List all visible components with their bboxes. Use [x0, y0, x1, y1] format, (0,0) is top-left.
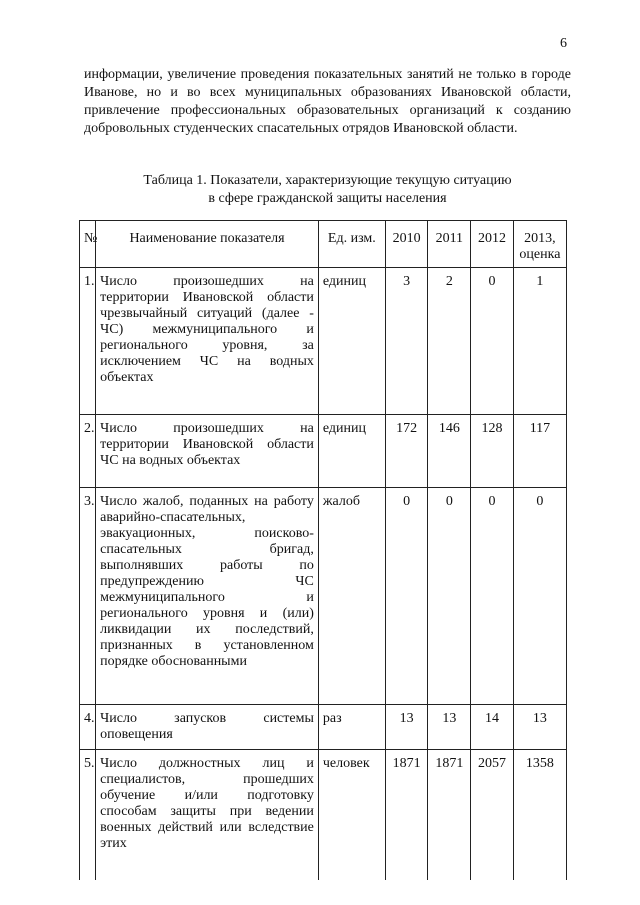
- indicator-name: Число жалоб, поданных на работу аварийно-спасательных, эвакуационных, поисково-спасательных бригад, выполнявших работы по предупреждению ЧС межмуниципального и регионального уровня и (или) ликвидации их последствий, признанных в установленном порядке обоснованными: [96, 488, 319, 705]
- row-number: 5.: [80, 750, 96, 881]
- header-2010: 2010: [385, 221, 428, 268]
- value-2013: 1: [513, 268, 566, 415]
- value-2011: 146: [428, 415, 471, 488]
- value-2010: 172: [385, 415, 428, 488]
- header-2011: 2011: [428, 221, 471, 268]
- value-2013: 0: [513, 488, 566, 705]
- header-unit: Ед. изм.: [318, 221, 385, 268]
- page-number: 6: [560, 36, 567, 51]
- unit-cell: жалоб: [318, 488, 385, 705]
- value-2011: 0: [428, 488, 471, 705]
- unit-cell: единиц: [318, 268, 385, 415]
- value-2011: 13: [428, 705, 471, 750]
- value-2012: 0: [471, 488, 514, 705]
- header-number: №: [80, 221, 96, 268]
- value-2012: 2057: [471, 750, 514, 881]
- value-2012: 14: [471, 705, 514, 750]
- table-row: [80, 750, 567, 881]
- indicator-name: Число запусков системы оповещения: [96, 705, 319, 750]
- value-2013: 117: [513, 415, 566, 488]
- table-row: [80, 705, 567, 750]
- unit-cell: единиц: [318, 415, 385, 488]
- table-row: [80, 488, 567, 705]
- table-caption: [84, 172, 571, 208]
- caption-line-1: Таблица 1. Показатели, характеризующие текущую ситуацию: [143, 173, 512, 188]
- value-2013: 1358: [513, 750, 566, 881]
- value-2013: 13: [513, 705, 566, 750]
- value-2010: 13: [385, 705, 428, 750]
- indicator-name: Число должностных лиц и специалистов, прошедших обучение и/или подготовку способам защиты при ведении военных действий или вследствие этих: [96, 750, 319, 881]
- indicator-name: Число произошедших на территории Ивановской области чрезвычайный ситуаций (далее - ЧС) межмуниципального и регионального уровня, за исключением ЧС на водных объектах: [96, 268, 319, 415]
- header-2013-estimate: 2013, оценка: [513, 221, 566, 268]
- table-row: [80, 268, 567, 415]
- indicator-name: Число произошедших на территории Ивановской области ЧС на водных объектах: [96, 415, 319, 488]
- unit-cell: раз: [318, 705, 385, 750]
- value-2010: 1871: [385, 750, 428, 881]
- value-2012: 128: [471, 415, 514, 488]
- row-number: 1.: [80, 268, 96, 415]
- row-number: 4.: [80, 705, 96, 750]
- table-row: [80, 415, 567, 488]
- value-2010: 3: [385, 268, 428, 415]
- value-2012: 0: [471, 268, 514, 415]
- unit-cell: человек: [318, 750, 385, 881]
- header-indicator-name: Наименование показателя: [96, 221, 319, 268]
- indicators-table: [79, 220, 567, 880]
- value-2011: 1871: [428, 750, 471, 881]
- table-header-row: [80, 221, 567, 268]
- row-number: 2.: [80, 415, 96, 488]
- intro-paragraph: информации, увеличение проведения показательных занятий не только в городе Иванове, но и во всех муниципальных образованиях Ивановской области, привлечение профессиональных образовательных организаций к созданию добровольных студенческих спасательных отрядов Ивановской области.: [84, 67, 571, 136]
- row-number: 3.: [80, 488, 96, 705]
- value-2011: 2: [428, 268, 471, 415]
- header-2012: 2012: [471, 221, 514, 268]
- caption-line-2: в сфере гражданской защиты населения: [208, 191, 447, 206]
- value-2010: 0: [385, 488, 428, 705]
